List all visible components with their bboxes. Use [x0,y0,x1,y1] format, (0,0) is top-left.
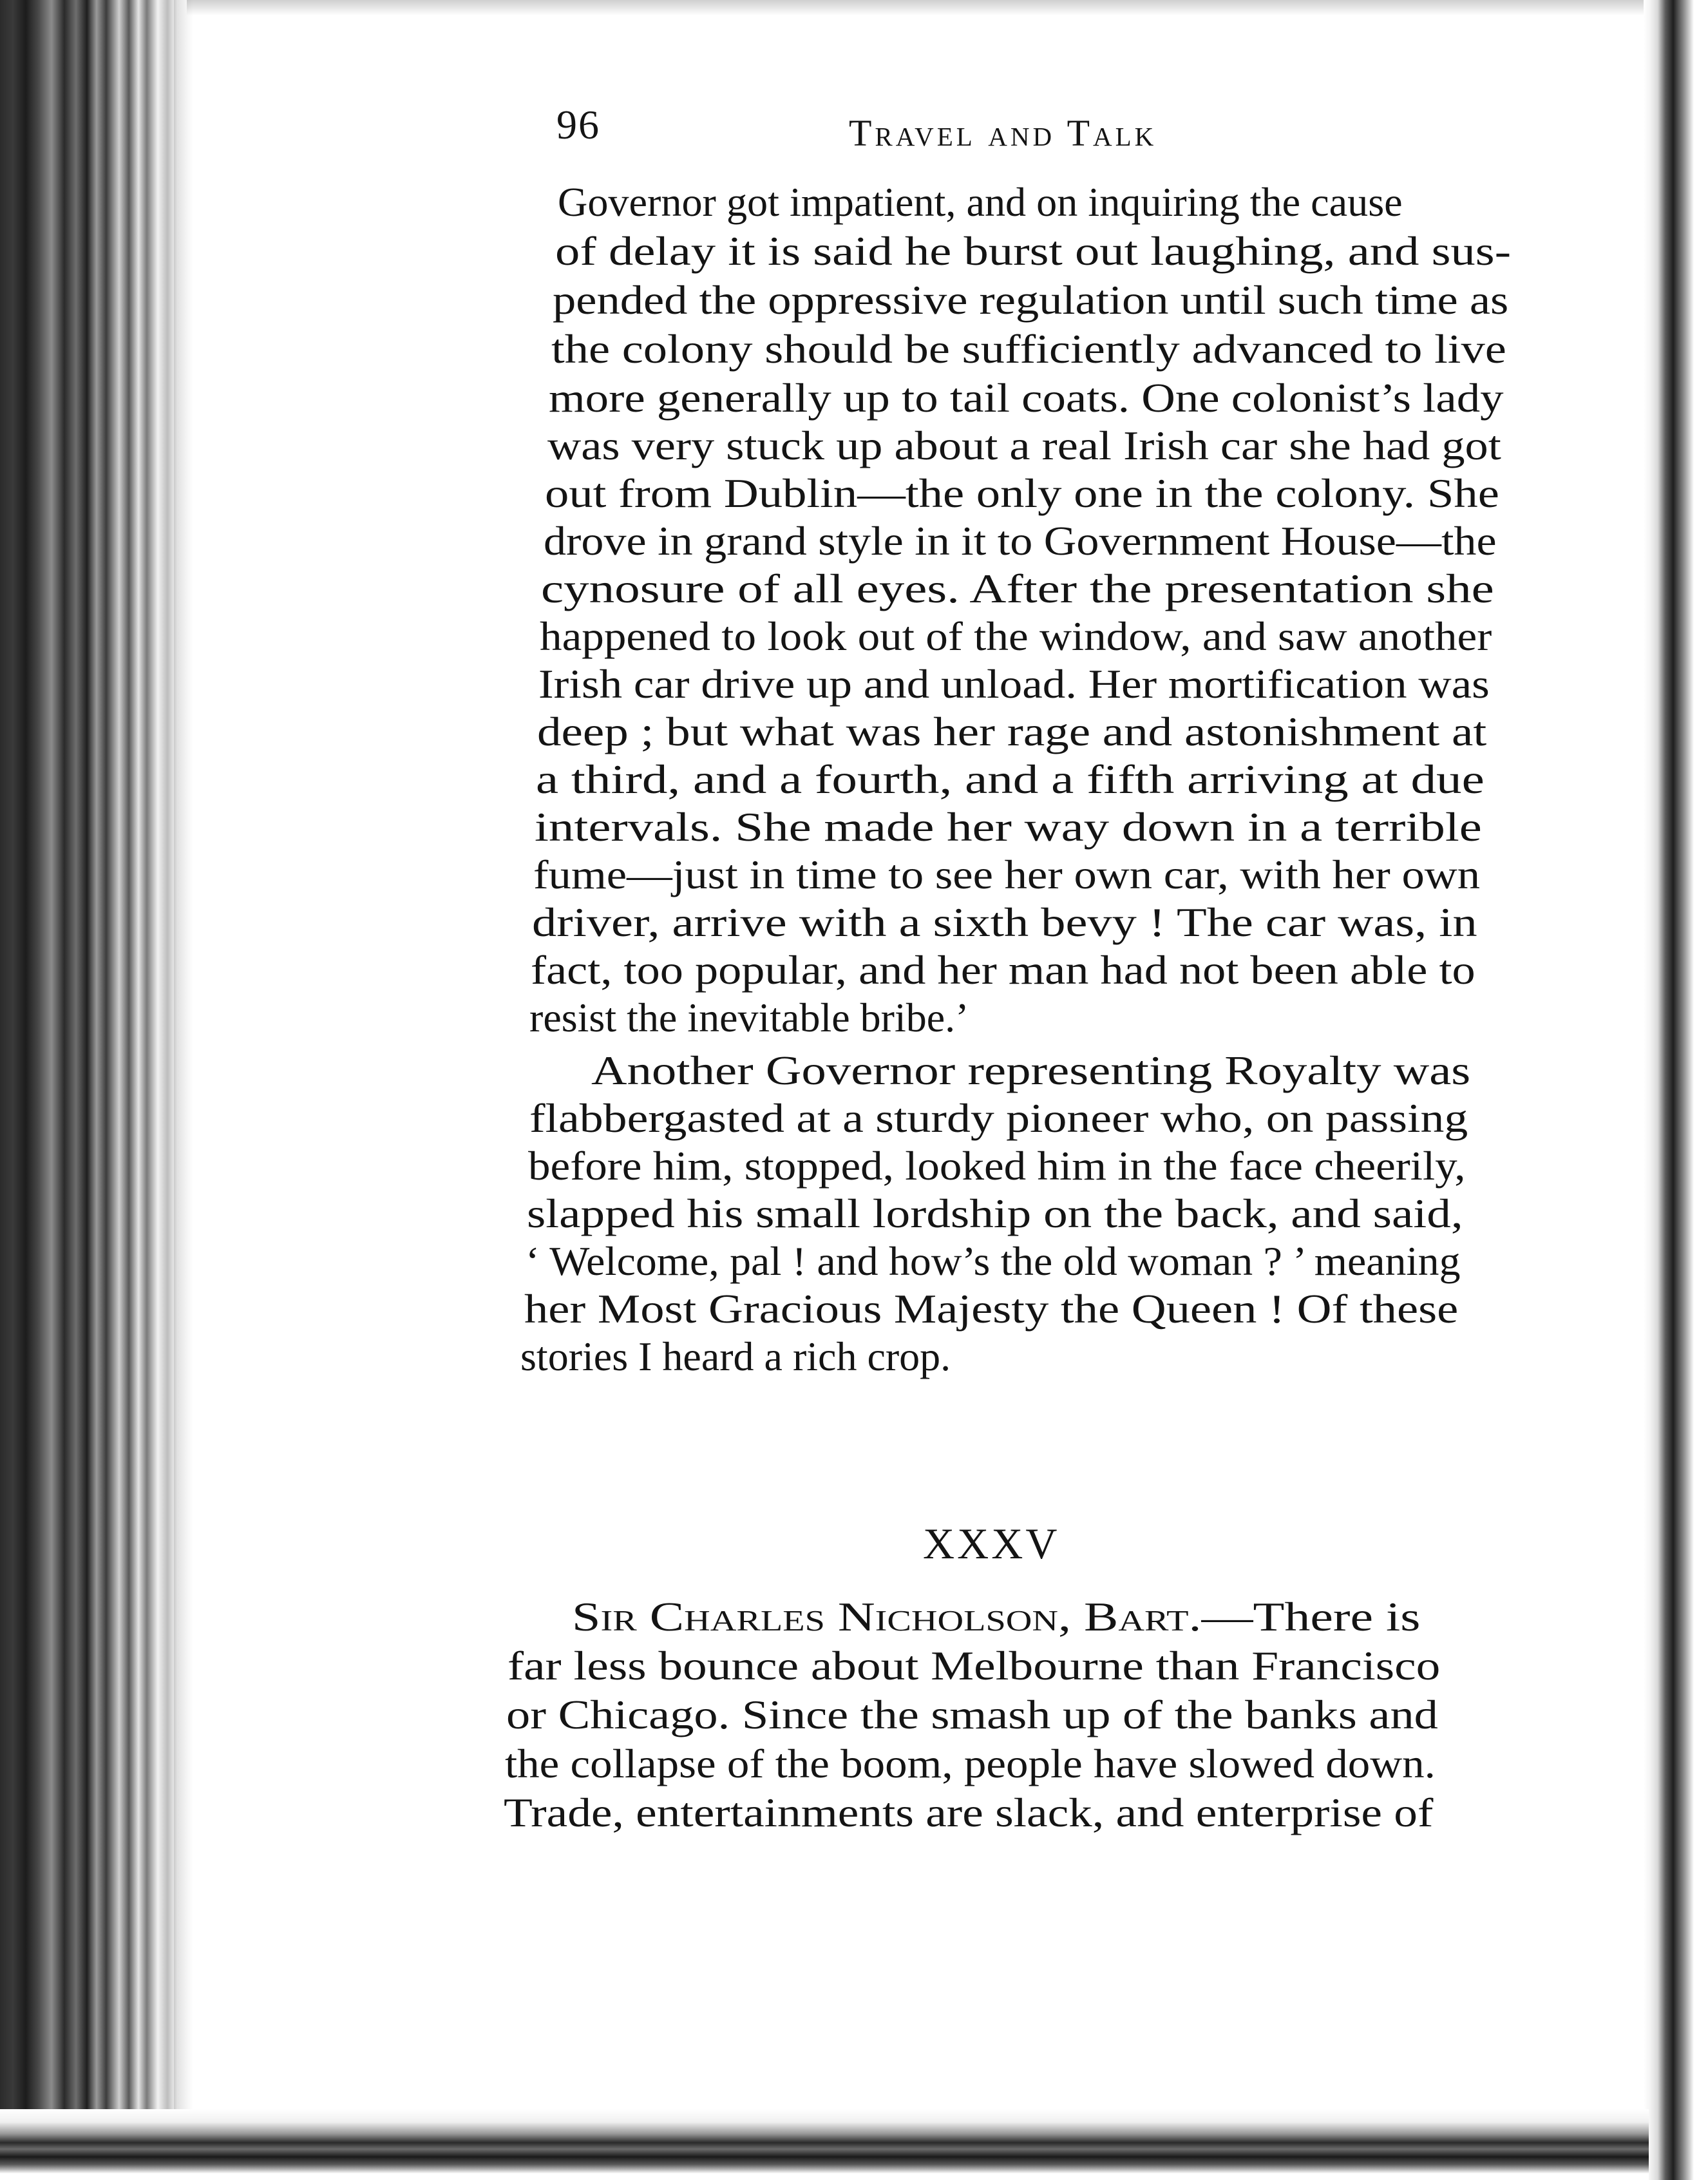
text-line: flabbergasted at a sturdy pioneer who, on passing [529,1095,1468,1141]
text-line: out from Dublin—the only one in the colony. She [545,470,1499,516]
text-line: stories I heard a rich crop. [520,1334,951,1379]
text-line: resist the inevitable bribe.’ [529,995,969,1040]
text-line: the colony should be sufficiently advanced to live [551,326,1506,372]
text-line: Irish car drive up and unload. Her mortification was [538,661,1490,707]
page-number: 96 [556,102,600,148]
text-line: of delay it is said he burst out laughing, and sus- [555,228,1512,274]
text-line: intervals. She made her way down in a terrible [535,804,1482,850]
text-line: slapped his small lordship on the back, and said, [527,1190,1463,1236]
text-line: Another Governor representing Royalty was [591,1047,1471,1093]
text-line: or Chicago. Since the smash up of the banks and [506,1692,1438,1737]
text-line: was very stuck up about a real Irish car she had got [547,423,1501,468]
chapter-lead-in: Sir Charles Nicholson, Bart. [572,1594,1202,1640]
text-line: Trade, entertainments are slack, and enterprise of [504,1790,1434,1835]
text-line: fact, too popular, and her man had not been able to [531,947,1476,993]
text-line: far less bounce about Melbourne than Francisco [508,1643,1441,1688]
text-line: driver, arrive with a sixth bevy ! The car was, in [532,899,1477,945]
text-line: before him, stopped, looked him in the face cheerily, [528,1143,1466,1189]
chapter-first-line [572,1596,1420,1638]
text-line: more generally up to tail coats. One colonist’s lady [549,375,1504,421]
text-line: the collapse of the boom, people have slowed down. [505,1741,1436,1786]
text-line: pended the oppressive regulation until such time as [553,277,1509,323]
text-line: happened to look out of the window, and saw another [540,613,1492,659]
text-line: fume—just in time to see her own car, with her own [533,852,1481,897]
running-head: Travel and Talk [849,112,1157,154]
text-line: a third, and a fourth, and a fifth arriving at due [536,756,1485,802]
text-line: her Most Gracious Majesty the Queen ! Of these [524,1286,1459,1332]
text-line: deep ; but what was her rage and astonishment at [537,709,1487,754]
chapter-heading: XXXV [923,1519,1060,1568]
text-line: Governor got impatient, and on inquiring the cause [558,179,1403,225]
text-line: drove in grand style in it to Government House—the [544,518,1497,564]
text-line: ‘ Welcome, pal ! and how’s the old woman ? ’ meaning [526,1238,1461,1284]
text-line: cynosure of all eyes. After the presentation she [541,566,1494,611]
chapter-first-line-rest: —There is [1201,1594,1421,1640]
